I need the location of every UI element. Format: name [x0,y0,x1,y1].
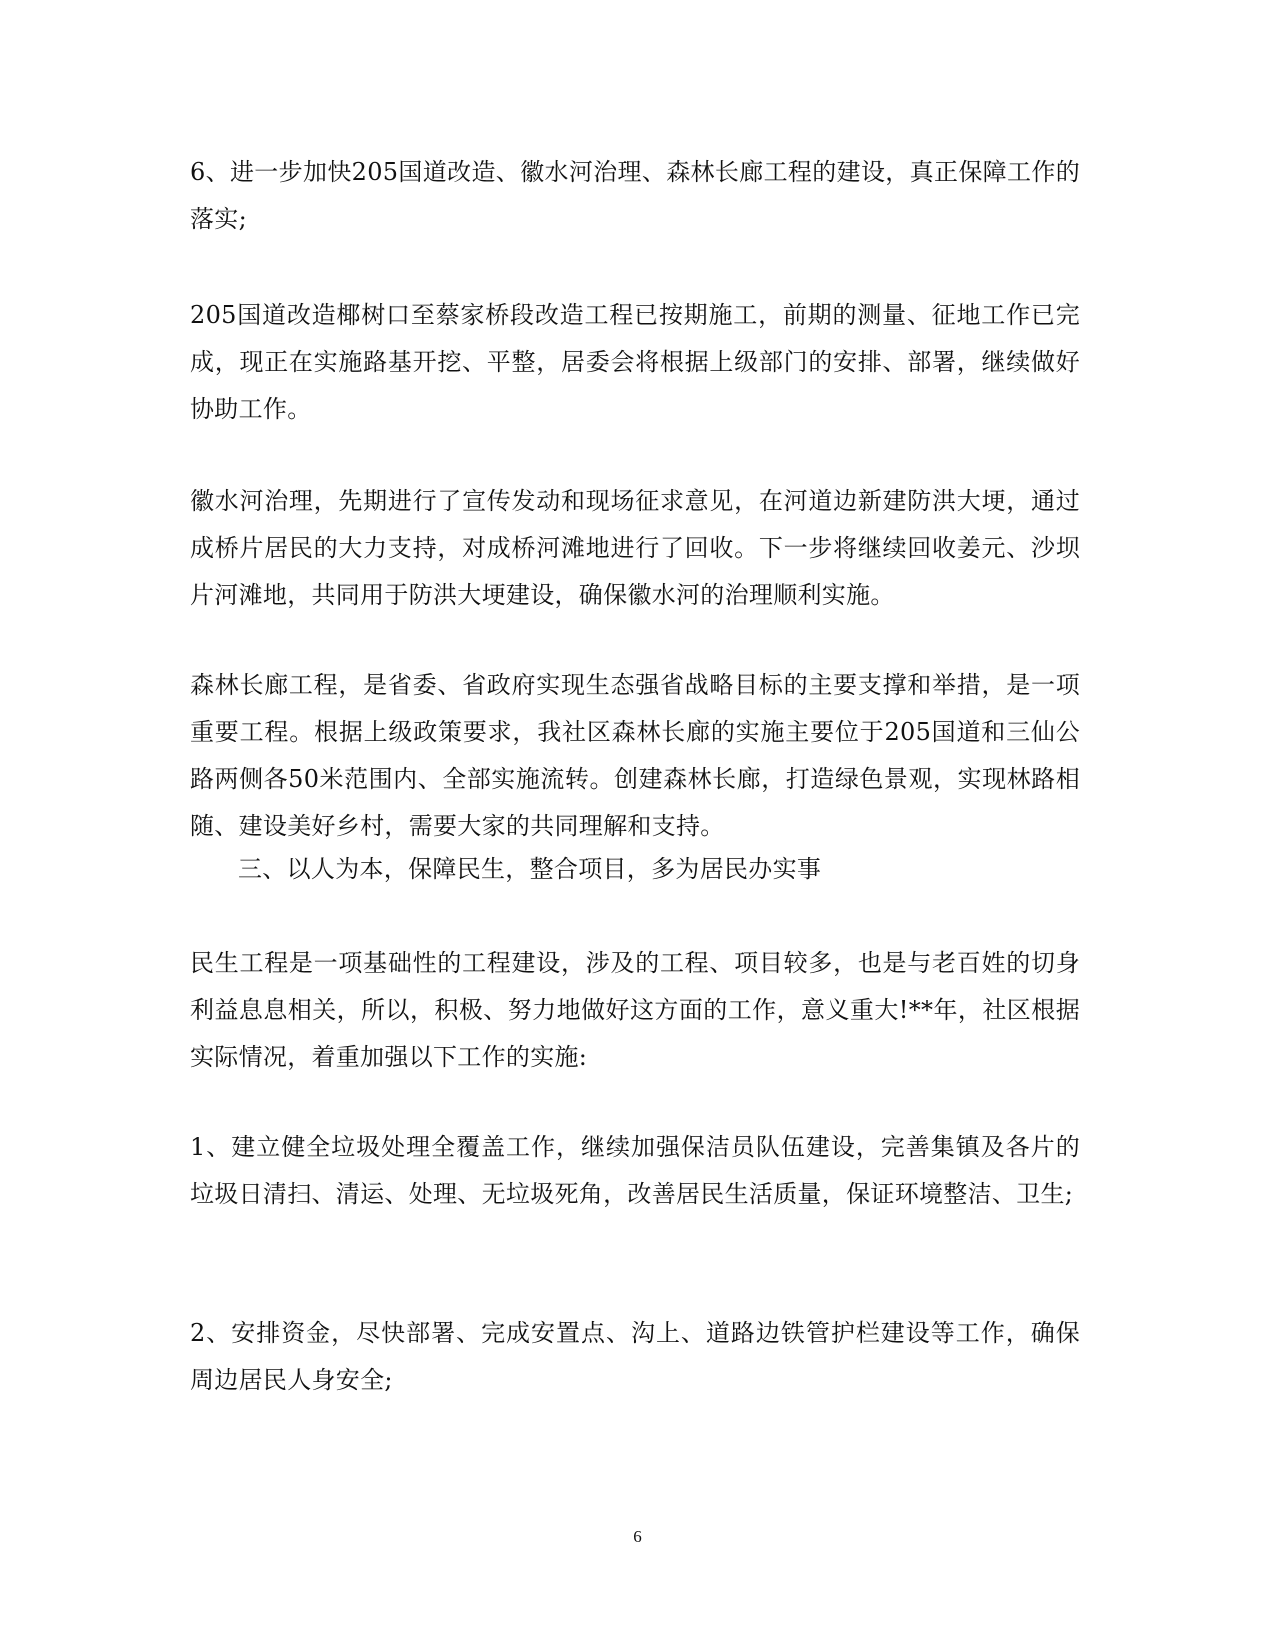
section-heading: 三、以人为本，保障民生，整合项目，多为居民办实事 [238,855,822,883]
paragraph-huishui-river: 徽水河治理，先期进行了宣传发动和现场征求意见，在河道边新建防洪大埂，通过成桥片居民的大力支持，对成桥河滩地进行了回收。下一步将继续回收姜元、沙坝片河滩地，共同用于防洪大埂建设，确保徽水河的治理顺利实施。 [190,487,1080,609]
paragraph-forest-corridor: 森林长廊工程，是省委、省政府实现生态强省战略目标的主要支撑和举措，是一项重要工程。根据上级政策要求，我社区森林长廊的实施主要位于205国道和三仙公路两侧各50米范围内、全部实施流转。创建森林长廊，打造绿色景观，实现林路相随、建设美好乡村，需要大家的共同理解和支持。 [190,671,1080,840]
paragraph-item-6: 6、进一步加快205国道改造、徽水河治理、森林长廊工程的建设，真正保障工作的落实; [190,158,1080,233]
paragraph-item-1: 1、建立健全垃圾处理全覆盖工作，继续加强保洁员队伍建设，完善集镇及各片的垃圾日清扫、清运、处理、无垃圾死角，改善居民生活质量，保证环境整洁、卫生; [190,1133,1080,1208]
paragraph-item-2: 2、安排资金，尽快部署、完成安置点、沟上、道路边铁管护栏建设等工作，确保周边居民人身安全; [190,1319,1080,1394]
page-number: 6 [633,1527,642,1546]
paragraph-livelihood: 民生工程是一项基础性的工程建设，涉及的工程、项目较多，也是与老百姓的切身利益息息相关，所以，积极、努力地做好这方面的工作，意义重大!**年，社区根据实际情况，着重加强以下工作的实施: [190,949,1080,1071]
paragraph-route-205: 205国道改造椰树口至蔡家桥段改造工程已按期施工，前期的测量、征地工作已完成，现正在实施路基开挖、平整，居委会将根据上级部门的安排、部署，继续做好协助工作。 [190,301,1080,423]
